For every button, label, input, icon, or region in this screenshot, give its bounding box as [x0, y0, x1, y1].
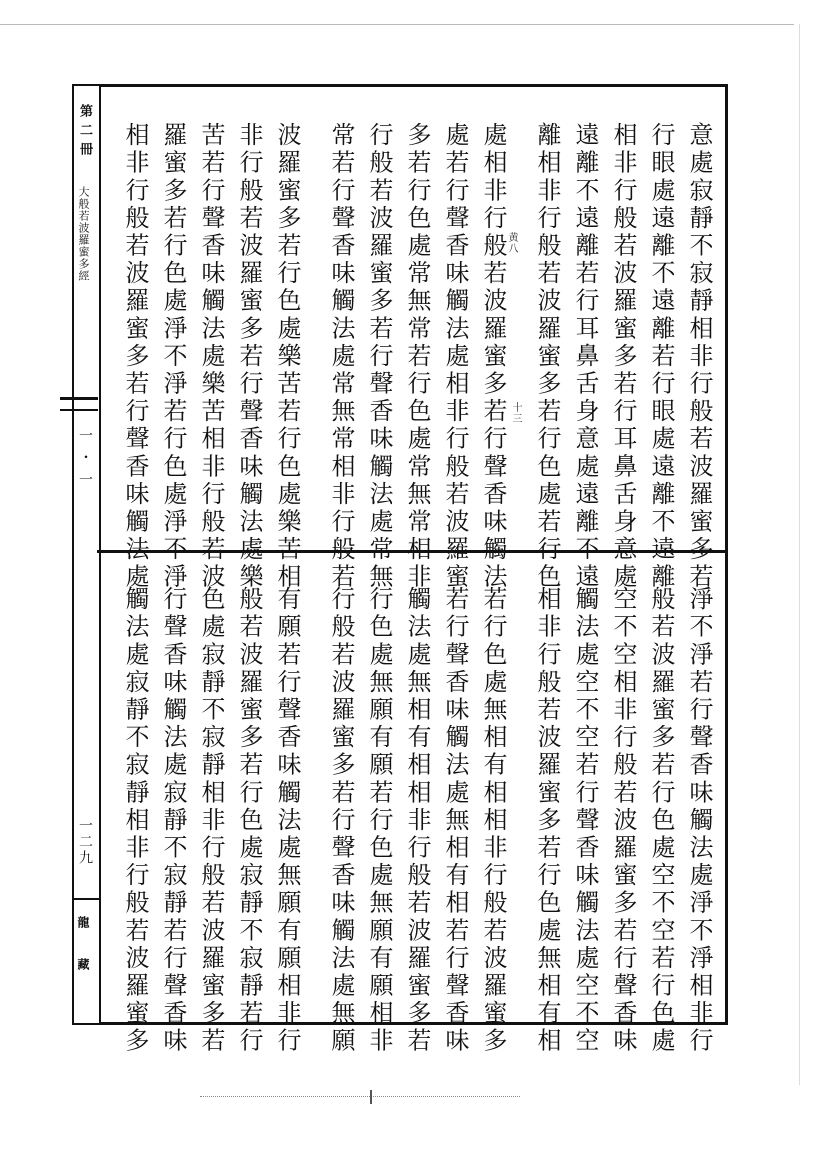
scan-edge-right — [799, 24, 800, 1085]
text-column: 行般若波羅蜜多若行聲香味觸法處無願 — [327, 586, 355, 1056]
text-column: 非行般若波羅蜜多若行聲香味觸法處樂 — [235, 122, 263, 592]
text-column: 淨不淨若行聲香味觸法處淨不淨相非行 — [685, 586, 713, 1056]
text-column: 相非行般若波羅蜜多若行耳鼻舌身意處 — [609, 122, 637, 592]
text-column: 相非行般若波羅蜜多若行色處無相有相 — [533, 586, 561, 1056]
text-column: 處相非行般若波羅蜜多若行聲香味觸法 — [479, 122, 507, 592]
text-column: 般若波羅蜜多若行色處寂靜不寂靜若行 — [235, 586, 263, 1056]
text-column: 行般若波羅蜜多若行聲香味觸法處常無 — [365, 122, 393, 592]
collation-note: 十三 — [510, 402, 521, 424]
text-column: 常若行聲香味觸法處常無常相非行般若 — [327, 122, 355, 592]
text-column: 意處寂靜不寂靜相非行般若波羅蜜多若 — [685, 122, 713, 592]
text-column: 行聲香味觸法處寂靜不寂靜若行聲香味 — [159, 586, 187, 1056]
text-column: 空不空相非行般若波羅蜜多若行聲香味 — [609, 586, 637, 1056]
margin-longzang-mark: 龍藏 — [76, 916, 90, 1000]
margin-page-number: 一二九 — [77, 818, 93, 866]
scan-artifact-tick — [370, 1090, 372, 1104]
text-column: 羅蜜多若行色處淨不淨若行色處淨不淨 — [159, 122, 187, 592]
text-column: 波羅蜜多若行色處樂苦若行色處樂苦相 — [273, 122, 301, 592]
text-column: 觸法處無相有相相非行般若波羅蜜多若 — [403, 586, 431, 1056]
text-column: 若行聲香味觸法處無相有相若行聲香味 — [441, 586, 469, 1056]
text-column: 觸法處寂靜不寂靜相非行般若波羅蜜多 — [121, 586, 149, 1056]
text-column: 色處寂靜不寂靜相非行般若波羅蜜多若 — [197, 586, 225, 1056]
margin-rule-thick — [60, 397, 98, 400]
text-column: 多若行色處常無常若行色處常無常相非 — [403, 122, 431, 592]
margin-rule-thin — [60, 409, 98, 411]
text-column: 處若行聲香味觸法處相非行般若波羅蜜 — [441, 122, 469, 592]
scan-edge-top — [0, 24, 794, 25]
text-column: 相非行般若波羅蜜多若行聲香味觸法處 — [121, 122, 149, 592]
text-column: 觸法處空不空若行聲香味觸法處空不空 — [571, 586, 599, 1056]
text-column: 有願若行聲香味觸法處無願有願相非行 — [273, 586, 301, 1056]
text-column: 離相非行般若波羅蜜多若行色處若行色 — [533, 122, 561, 592]
text-column: 行色處無願有願若行色處無願有願相非 — [365, 586, 393, 1056]
text-column: 般若波羅蜜多若行色處空不空若行色處 — [647, 586, 675, 1056]
text-column: 若行色處無相有相相非行般若波羅蜜多 — [479, 586, 507, 1056]
text-column: 苦若行聲香味觸法處樂苦相非行般若波 — [197, 122, 225, 592]
margin-volume: 第二冊 — [77, 104, 92, 161]
text-column: 行眼處遠離不遠離若行眼處遠離不遠離 — [647, 122, 675, 592]
collation-note: 黄八 — [506, 232, 517, 254]
margin-section: 一・一 — [77, 428, 93, 494]
margin-sutra-title: 大般若波羅蜜多經 — [77, 186, 90, 282]
text-column: 遠離不遠離若行耳鼻舌身意處遠離不遠 — [571, 122, 599, 592]
scan-artifact-bottom — [200, 1096, 520, 1098]
